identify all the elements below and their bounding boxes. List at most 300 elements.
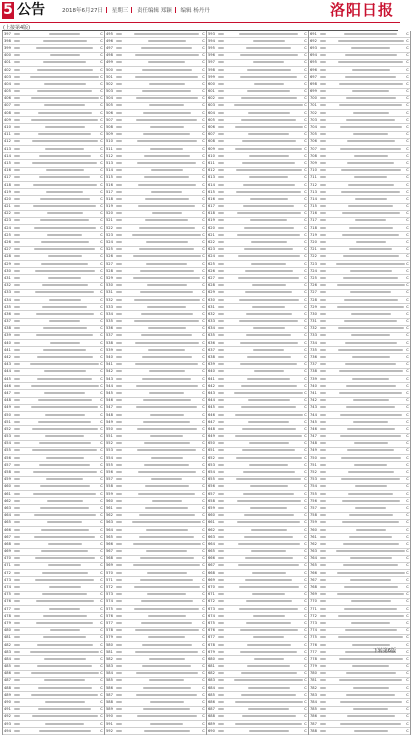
row-address-placeholder <box>30 420 99 425</box>
row-name-placeholder <box>218 578 234 583</box>
row-address-placeholder <box>336 693 405 698</box>
row-status: C <box>202 290 205 295</box>
row-number: 640 <box>208 369 215 374</box>
row-status: C <box>202 728 205 733</box>
row-address-placeholder <box>336 175 405 180</box>
table-row <box>207 527 308 534</box>
row-number: 590 <box>106 714 113 719</box>
row-address-placeholder <box>336 420 405 425</box>
row-number: 621 <box>208 232 215 237</box>
table-row <box>105 635 206 642</box>
row-name-placeholder <box>320 678 336 683</box>
row-number: 763 <box>310 549 317 554</box>
row-name-placeholder <box>218 384 234 389</box>
row-name-placeholder <box>116 111 132 116</box>
row-name-placeholder <box>320 305 336 310</box>
row-number: 548 <box>106 412 113 417</box>
table-row <box>309 261 410 268</box>
row-number: 613 <box>208 175 215 180</box>
table-row <box>207 728 308 735</box>
row-name-placeholder <box>320 427 336 432</box>
table-row <box>309 254 410 261</box>
row-name-placeholder <box>14 607 30 612</box>
table-row <box>105 160 206 167</box>
table-row <box>309 613 410 620</box>
row-number: 558 <box>106 484 113 489</box>
row-name-placeholder <box>14 298 30 303</box>
row-name-placeholder <box>14 571 30 576</box>
row-number: 615 <box>208 189 215 194</box>
table-row <box>207 362 308 369</box>
row-number: 678 <box>208 642 215 647</box>
row-name-placeholder <box>116 599 132 604</box>
row-name-placeholder <box>14 197 30 202</box>
row-address-placeholder <box>30 714 99 719</box>
row-status: C <box>304 599 307 604</box>
row-address-placeholder <box>336 341 405 346</box>
row-status: C <box>202 132 205 137</box>
row-number: 428 <box>4 254 11 259</box>
row-address-placeholder <box>336 254 405 259</box>
row-address-placeholder <box>234 139 303 144</box>
row-status: C <box>406 376 409 381</box>
table-row <box>105 53 206 60</box>
row-status: C <box>304 189 307 194</box>
row-number: 695 <box>310 60 317 65</box>
row-address-placeholder <box>30 190 99 195</box>
table-row <box>105 218 206 225</box>
table-row <box>105 261 206 268</box>
row-status: C <box>100 247 103 252</box>
row-name-placeholder <box>14 635 30 640</box>
row-status: C <box>304 620 307 625</box>
row-status: C <box>100 390 103 395</box>
row-name-placeholder <box>116 700 132 705</box>
row-status: C <box>100 283 103 288</box>
table-row <box>3 261 104 268</box>
row-number: 403 <box>4 74 11 79</box>
row-status: C <box>100 441 103 446</box>
table-row <box>105 556 206 563</box>
row-status: C <box>100 434 103 439</box>
row-name-placeholder <box>218 722 234 727</box>
row-number: 699 <box>310 89 317 94</box>
row-number: 774 <box>310 628 317 633</box>
row-status: C <box>304 577 307 582</box>
row-number: 783 <box>310 692 317 697</box>
table-row <box>105 484 206 491</box>
table-row <box>309 505 410 512</box>
row-address-placeholder <box>132 643 201 648</box>
row-name-placeholder <box>14 686 30 691</box>
row-number: 726 <box>310 283 317 288</box>
row-status: C <box>304 484 307 489</box>
row-name-placeholder <box>218 456 234 461</box>
row-name-placeholder <box>320 89 336 94</box>
table-row <box>207 556 308 563</box>
table-row <box>309 333 410 340</box>
row-number: 493 <box>4 721 11 726</box>
row-address-placeholder <box>336 168 405 173</box>
row-address-placeholder <box>336 276 405 281</box>
row-address-placeholder <box>234 319 303 324</box>
row-address-placeholder <box>336 68 405 73</box>
table-row <box>309 110 410 117</box>
row-number: 750 <box>310 455 317 460</box>
row-number: 538 <box>106 340 113 345</box>
row-name-placeholder <box>320 413 336 418</box>
table-row <box>207 628 308 635</box>
row-name-placeholder <box>116 484 132 489</box>
row-number: 786 <box>310 714 317 719</box>
table-row <box>309 498 410 505</box>
table-row <box>309 434 410 441</box>
row-address-placeholder <box>234 341 303 346</box>
row-number: 657 <box>208 491 215 496</box>
row-address-placeholder <box>234 132 303 137</box>
row-number: 660 <box>208 513 215 518</box>
row-number: 451 <box>4 419 11 424</box>
row-address-placeholder <box>30 542 99 547</box>
row-status: C <box>100 290 103 295</box>
row-status: C <box>304 45 307 50</box>
row-number: 675 <box>208 620 215 625</box>
table-row <box>207 297 308 304</box>
table-row <box>207 103 308 110</box>
row-address-placeholder <box>234 585 303 590</box>
row-name-placeholder <box>320 183 336 188</box>
row-address-placeholder <box>30 707 99 712</box>
row-status: C <box>304 505 307 510</box>
table-row <box>309 549 410 556</box>
row-status: C <box>406 290 409 295</box>
table-row <box>309 721 410 728</box>
table-row <box>105 541 206 548</box>
row-name-placeholder <box>116 305 132 310</box>
row-name-placeholder <box>116 470 132 475</box>
row-status: C <box>304 254 307 259</box>
row-name-placeholder <box>320 362 336 367</box>
row-status: C <box>304 204 307 209</box>
row-number: 559 <box>106 491 113 496</box>
row-number: 588 <box>106 700 113 705</box>
row-address-placeholder <box>132 614 201 619</box>
row-status: C <box>100 268 103 273</box>
row-address-placeholder <box>132 549 201 554</box>
row-number: 427 <box>4 247 11 252</box>
row-number: 711 <box>310 175 317 180</box>
table-row <box>207 664 308 671</box>
row-status: C <box>406 491 409 496</box>
row-status: C <box>202 570 205 575</box>
row-number: 760 <box>310 527 317 532</box>
row-address-placeholder <box>234 168 303 173</box>
table-row <box>207 448 308 455</box>
row-address-placeholder <box>336 348 405 353</box>
row-name-placeholder <box>218 477 234 482</box>
row-status: C <box>202 81 205 86</box>
table-row <box>309 124 410 131</box>
row-number: 732 <box>310 326 317 331</box>
row-address-placeholder <box>336 298 405 303</box>
row-status: C <box>406 53 409 58</box>
row-name-placeholder <box>218 650 234 655</box>
table-row <box>105 664 206 671</box>
row-address-placeholder <box>336 262 405 267</box>
row-status: C <box>406 484 409 489</box>
row-address-placeholder <box>336 139 405 144</box>
row-number: 454 <box>4 441 11 446</box>
row-name-placeholder <box>116 147 132 152</box>
table-row <box>309 347 410 354</box>
row-name-placeholder <box>320 125 336 130</box>
row-status: C <box>100 45 103 50</box>
row-name-placeholder <box>320 218 336 223</box>
row-address-placeholder <box>234 118 303 123</box>
table-row <box>105 110 206 117</box>
row-address-placeholder <box>234 262 303 267</box>
row-number: 777 <box>310 649 317 654</box>
row-name-placeholder <box>116 528 132 533</box>
table-row <box>105 132 206 139</box>
row-status: C <box>100 110 103 115</box>
row-status: C <box>100 153 103 158</box>
table-row <box>3 268 104 275</box>
row-address-placeholder <box>336 729 405 734</box>
table-row <box>105 326 206 333</box>
table-row <box>3 96 104 103</box>
issue-date: 2018年6月27日 <box>62 7 103 14</box>
row-status: C <box>100 628 103 633</box>
row-address-placeholder <box>30 686 99 691</box>
row-number: 496 <box>106 38 113 43</box>
table-row <box>309 67 410 74</box>
table-row <box>3 649 104 656</box>
row-status: C <box>406 355 409 360</box>
row-status: C <box>304 664 307 669</box>
row-name-placeholder <box>218 218 234 223</box>
row-address-placeholder <box>234 635 303 640</box>
row-name-placeholder <box>320 700 336 705</box>
table-row <box>3 132 104 139</box>
row-status: C <box>100 38 103 43</box>
table-row <box>309 513 410 520</box>
row-name-placeholder <box>320 664 336 669</box>
row-name-placeholder <box>116 585 132 590</box>
row-number: 710 <box>310 168 317 173</box>
row-status: C <box>100 340 103 345</box>
table-row <box>3 664 104 671</box>
row-number: 564 <box>106 527 113 532</box>
row-number: 522 <box>106 225 113 230</box>
row-address-placeholder <box>234 240 303 245</box>
row-status: C <box>202 139 205 144</box>
row-number: 634 <box>208 326 215 331</box>
row-number: 449 <box>4 405 11 410</box>
table-row <box>105 290 206 297</box>
table-row <box>207 513 308 520</box>
row-name-placeholder <box>14 492 30 497</box>
row-number: 551 <box>106 434 113 439</box>
row-status: C <box>304 470 307 475</box>
row-number: 693 <box>310 45 317 50</box>
row-name-placeholder <box>320 369 336 374</box>
row-name-placeholder <box>218 32 234 37</box>
table-row <box>309 426 410 433</box>
row-address-placeholder <box>234 32 303 37</box>
table-row <box>105 189 206 196</box>
row-name-placeholder <box>218 448 234 453</box>
row-address-placeholder <box>336 686 405 691</box>
table-row <box>309 707 410 714</box>
row-number: 583 <box>106 664 113 669</box>
row-address-placeholder <box>234 269 303 274</box>
row-status: C <box>202 642 205 647</box>
row-name-placeholder <box>116 492 132 497</box>
row-status: C <box>304 340 307 345</box>
row-name-placeholder <box>14 722 30 727</box>
row-address-placeholder <box>234 657 303 662</box>
table-row <box>309 103 410 110</box>
row-status: C <box>100 455 103 460</box>
row-address-placeholder <box>30 341 99 346</box>
row-number: 431 <box>4 275 11 280</box>
table-row <box>207 534 308 541</box>
row-address-placeholder <box>30 262 99 267</box>
table-row <box>3 592 104 599</box>
row-number: 526 <box>106 254 113 259</box>
table-row <box>207 139 308 146</box>
row-status: C <box>202 671 205 676</box>
row-number: 507 <box>106 117 113 122</box>
row-address-placeholder <box>132 448 201 453</box>
row-number: 766 <box>310 570 317 575</box>
row-name-placeholder <box>320 621 336 626</box>
table-row <box>3 441 104 448</box>
row-address-placeholder <box>30 556 99 561</box>
row-number: 742 <box>310 398 317 403</box>
row-status: C <box>202 505 205 510</box>
row-address-placeholder <box>234 204 303 209</box>
table-row <box>105 628 206 635</box>
row-status: C <box>406 297 409 302</box>
row-name-placeholder <box>218 693 234 698</box>
page-number: 5 <box>3 2 13 18</box>
row-status: C <box>406 412 409 417</box>
row-status: C <box>304 707 307 712</box>
row-name-placeholder <box>116 650 132 655</box>
table-row <box>207 283 308 290</box>
table-row <box>3 290 104 297</box>
row-status: C <box>100 570 103 575</box>
row-address-placeholder <box>132 678 201 683</box>
row-name-placeholder <box>116 398 132 403</box>
row-number: 745 <box>310 419 317 424</box>
row-number: 632 <box>208 311 215 316</box>
row-address-placeholder <box>336 535 405 540</box>
row-number: 617 <box>208 204 215 209</box>
row-number: 788 <box>310 728 317 733</box>
row-number: 669 <box>208 577 215 582</box>
table-row <box>105 297 206 304</box>
row-address-placeholder <box>336 506 405 511</box>
row-address-placeholder <box>234 60 303 65</box>
row-number: 575 <box>106 606 113 611</box>
table-row <box>3 613 104 620</box>
row-address-placeholder <box>132 607 201 612</box>
row-number: 643 <box>208 390 215 395</box>
row-address-placeholder <box>30 729 99 734</box>
row-name-placeholder <box>218 549 234 554</box>
row-status: C <box>100 261 103 266</box>
table-row <box>207 74 308 81</box>
row-status: C <box>304 642 307 647</box>
row-name-placeholder <box>116 549 132 554</box>
row-status: C <box>304 700 307 705</box>
row-number: 780 <box>310 671 317 676</box>
table-row <box>105 412 206 419</box>
row-name-placeholder <box>218 729 234 734</box>
row-status: C <box>406 74 409 79</box>
row-number: 435 <box>4 304 11 309</box>
row-address-placeholder <box>336 578 405 583</box>
row-status: C <box>100 405 103 410</box>
table-row <box>3 160 104 167</box>
row-status: C <box>406 570 409 575</box>
table-row <box>105 419 206 426</box>
row-status: C <box>100 319 103 324</box>
row-name-placeholder <box>14 621 30 626</box>
row-address-placeholder <box>30 60 99 65</box>
row-status: C <box>202 189 205 194</box>
row-number: 768 <box>310 585 317 590</box>
row-address-placeholder <box>234 398 303 403</box>
row-number: 486 <box>4 671 11 676</box>
row-name-placeholder <box>218 276 234 281</box>
row-status: C <box>202 398 205 403</box>
table-row <box>105 448 206 455</box>
row-number: 676 <box>208 628 215 633</box>
row-address-placeholder <box>132 377 201 382</box>
row-status: C <box>100 31 103 36</box>
issue-meta <box>62 7 213 15</box>
row-number: 731 <box>310 319 317 324</box>
row-status: C <box>406 390 409 395</box>
table-row <box>3 189 104 196</box>
row-status: C <box>202 60 205 65</box>
row-status: C <box>100 556 103 561</box>
row-number: 689 <box>208 721 215 726</box>
row-number: 415 <box>4 160 11 165</box>
table-column <box>308 31 411 735</box>
row-number: 756 <box>310 498 317 503</box>
row-name-placeholder <box>116 434 132 439</box>
row-address-placeholder <box>234 226 303 231</box>
table-row <box>207 642 308 649</box>
row-address-placeholder <box>234 549 303 554</box>
row-address-placeholder <box>336 89 405 94</box>
row-address-placeholder <box>30 32 99 37</box>
row-status: C <box>406 685 409 690</box>
row-name-placeholder <box>320 132 336 137</box>
row-number: 623 <box>208 247 215 252</box>
row-name-placeholder <box>14 218 30 223</box>
row-address-placeholder <box>234 722 303 727</box>
row-number: 779 <box>310 664 317 669</box>
table-row <box>3 642 104 649</box>
designer-credit: 编辑 杨丹丹 <box>180 7 210 14</box>
row-address-placeholder <box>132 168 201 173</box>
